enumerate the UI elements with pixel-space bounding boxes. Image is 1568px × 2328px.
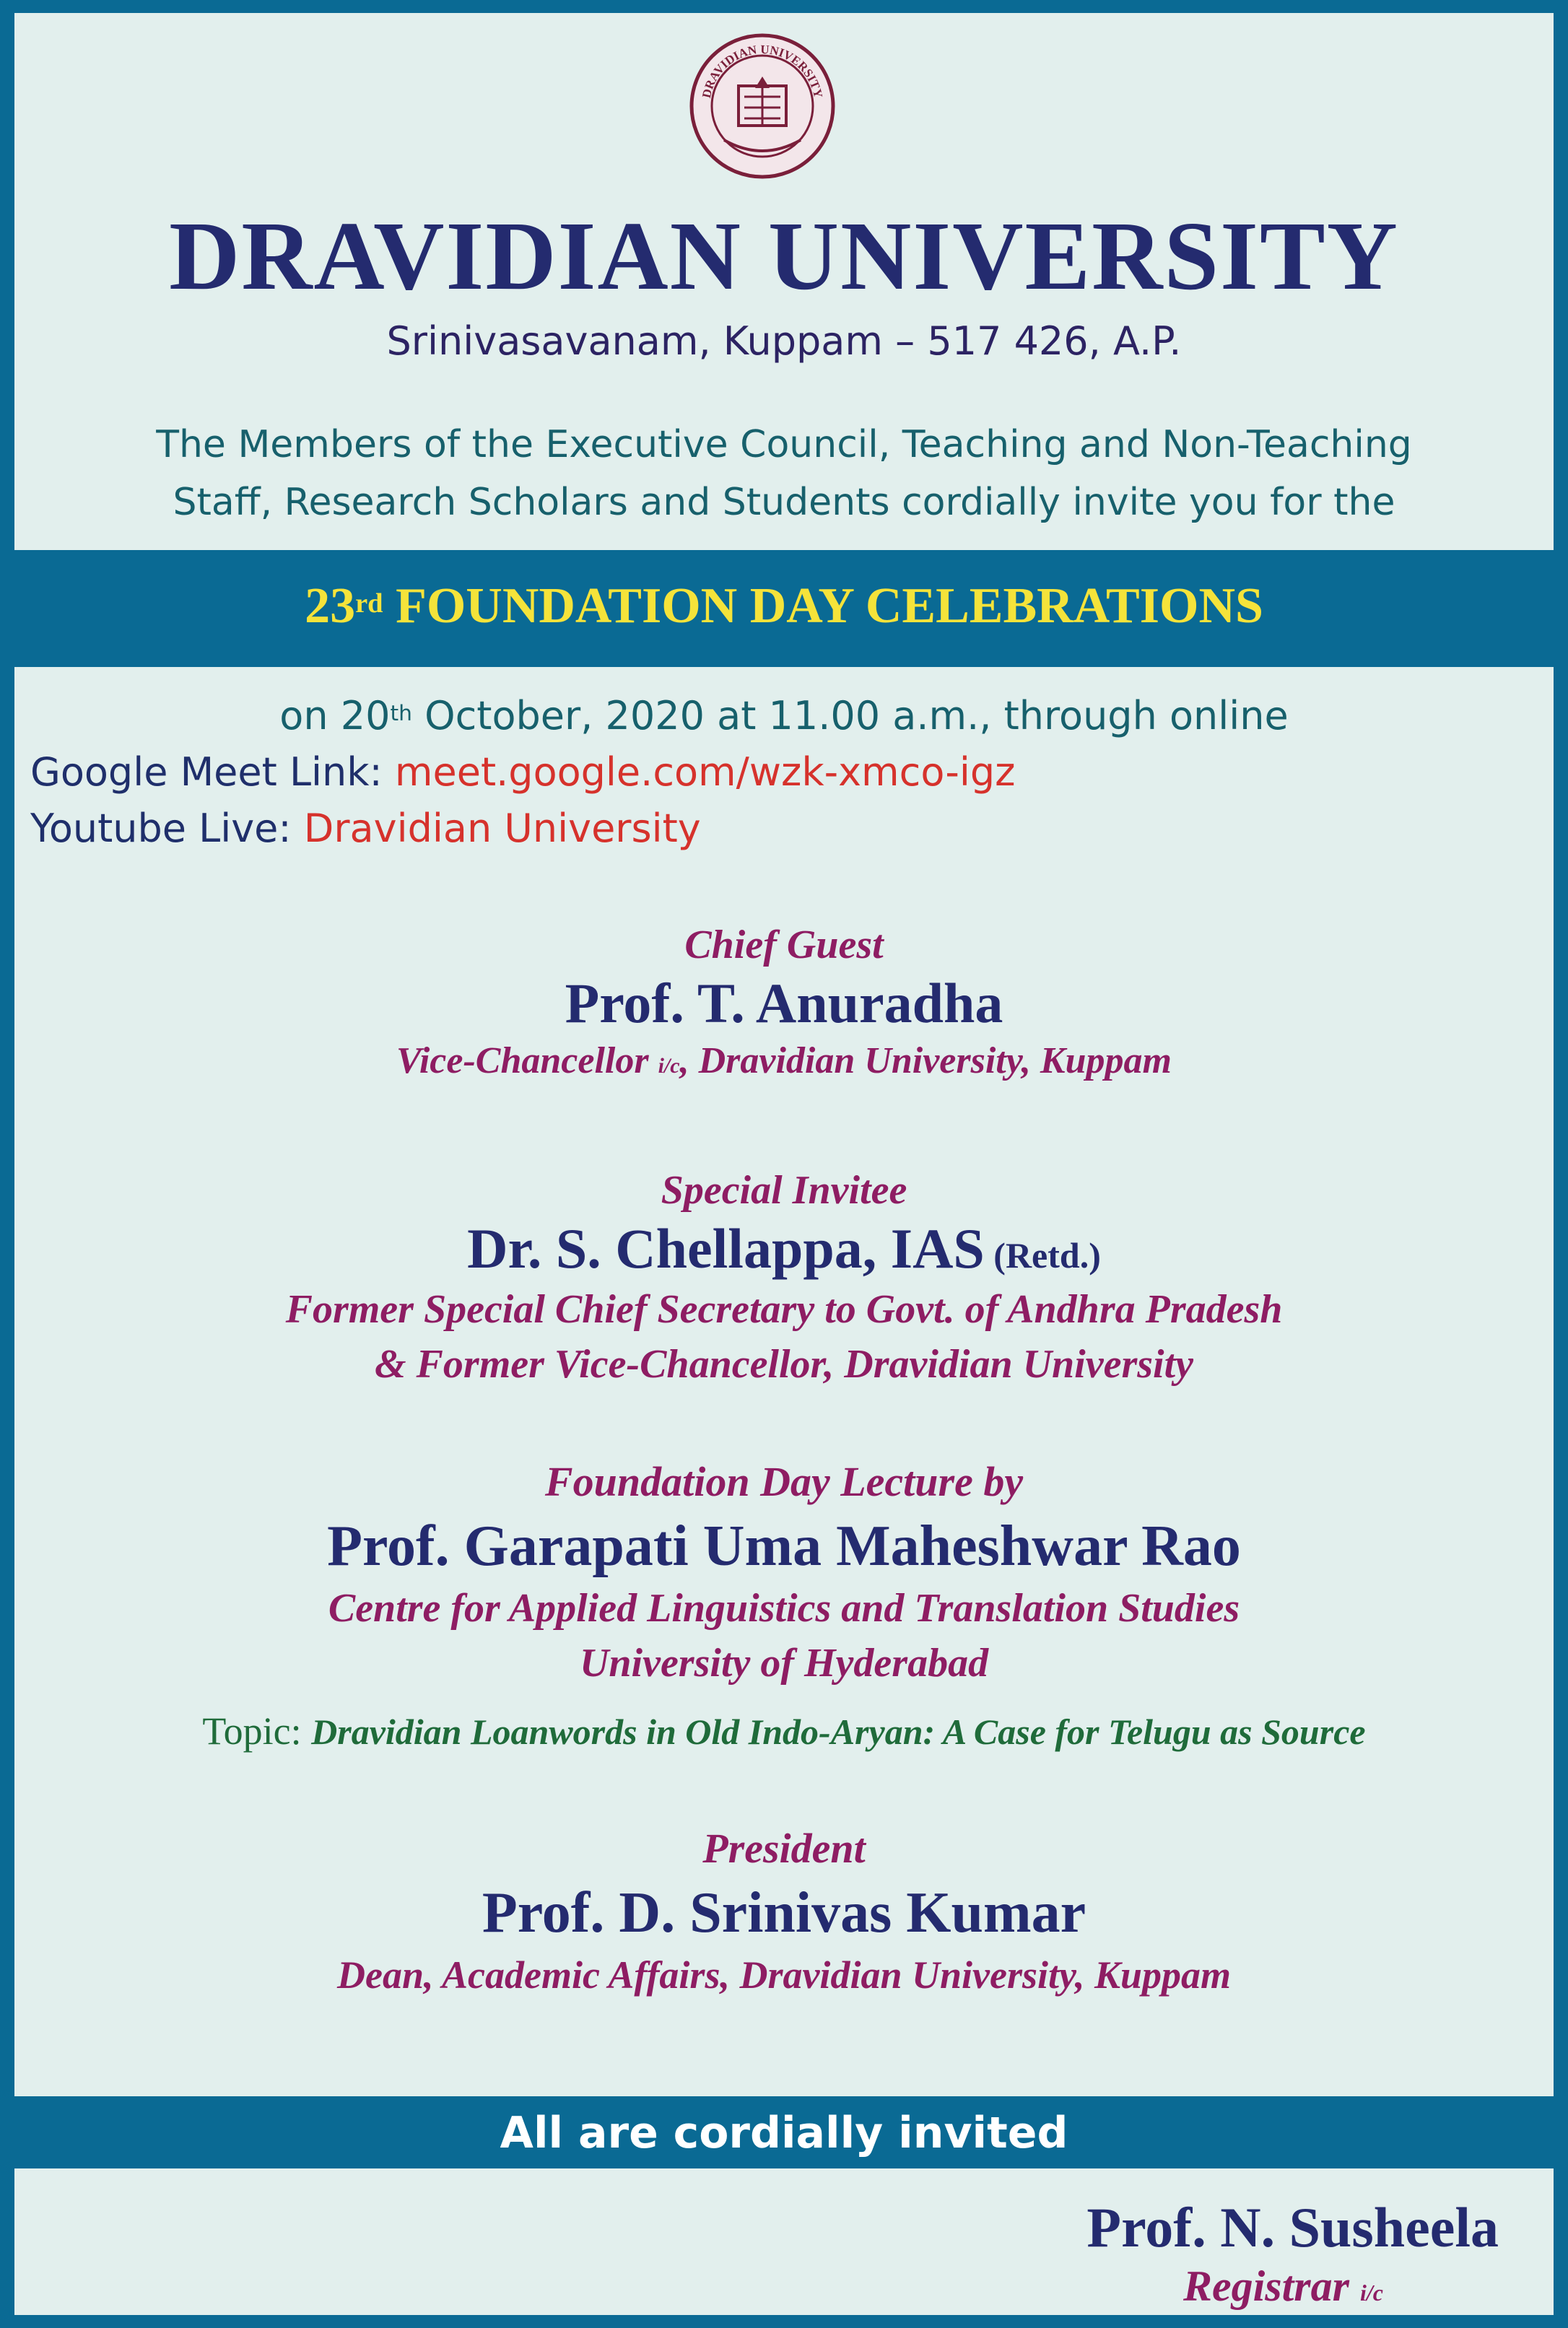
youtube-label: Youtube Live:: [30, 806, 304, 851]
lecture-topic: [14, 1702, 1554, 1761]
cordially-invited-banner: All are cordially invited: [500, 2108, 1068, 2158]
chief-guest-role: Chief Guest: [684, 923, 884, 967]
invite-line-1: The Members of the Executive Council, Teaching and Non-Teaching: [156, 423, 1412, 466]
foundation-day-banner: [0, 570, 1568, 642]
banner-title: FOUNDATION DAY CELEBRATIONS: [383, 578, 1263, 634]
registrar-name: Prof. N. Susheela: [1086, 2196, 1499, 2259]
date-prefix: on 20: [279, 693, 391, 738]
topic-text: Dravidian Loanwords in Old Indo-Aryan: A Case for Telugu as Source: [311, 1712, 1366, 1752]
special-invitee-name-suffix: (Retd.): [984, 1235, 1101, 1276]
president-desc: Dean, Academic Affairs, Dravidian University, Kuppam: [337, 1953, 1231, 1997]
seal-text: DRAVIDIAN UNIVERSITY: [699, 42, 826, 100]
president-role: President: [702, 1825, 866, 1872]
signatory-panel: [14, 2168, 1554, 2315]
google-meet-link[interactable]: meet.google.com/wzk-xmco-igz: [394, 749, 1016, 795]
banner-suffix: rd: [355, 588, 383, 619]
chief-guest-desc-a: Vice-Chancellor: [396, 1040, 658, 1081]
programme-panel: [14, 667, 1554, 2096]
header-panel: [14, 13, 1554, 550]
invite-line-2: Staff, Research Scholars and Students cordially invite you for the: [173, 481, 1395, 524]
google-meet-label: Google Meet Link:: [30, 749, 395, 795]
date-rest: October, 2020 at 11.00 a.m., through online: [411, 693, 1289, 738]
registrar-designation-main: Registrar: [1182, 2262, 1361, 2310]
university-seal-icon: [688, 32, 837, 180]
lecture-desc-1: Centre for Applied Linguistics and Translation Studies: [328, 1586, 1240, 1631]
special-invitee-role: Special Invitee: [661, 1168, 907, 1213]
lecture-speaker-name: Prof. Garapati Uma Maheshwar Rao: [327, 1514, 1241, 1578]
lecture-role: Foundation Day Lecture by: [544, 1458, 1024, 1505]
youtube-link[interactable]: Dravidian University: [303, 806, 701, 851]
google-meet-line: [30, 745, 1016, 800]
university-title: DRAVIDIAN UNIVERSITY: [169, 202, 1399, 310]
banner-number: 23: [305, 578, 356, 634]
special-invitee-desc-1: Former Special Chief Secretary to Govt. of Andhra Pradesh: [285, 1287, 1283, 1332]
university-address: Srinivasavanam, Kuppam – 517 426, A.P.: [386, 318, 1182, 364]
youtube-line: [30, 801, 701, 856]
special-invitee-name: [14, 1214, 1554, 1290]
chief-guest-name: Prof. T. Anuradha: [565, 972, 1003, 1034]
registrar-designation-small: i/c: [1360, 2280, 1383, 2306]
special-invitee-desc-2: & Former Vice-Chancellor, Dravidian University: [374, 1342, 1194, 1387]
chief-guest-desc-b: , Dravidian University, Kuppam: [679, 1040, 1172, 1081]
chief-guest-desc: [14, 1037, 1554, 1091]
special-invitee-name-main: Dr. S. Chellappa, IAS: [467, 1217, 985, 1280]
lecture-desc-2: University of Hyderabad: [579, 1641, 989, 1686]
date-sup: th: [390, 701, 412, 727]
president-name: Prof. D. Srinivas Kumar: [482, 1881, 1086, 1945]
registrar-designation: [1183, 2261, 1383, 2318]
chief-guest-desc-small: i/c: [658, 1054, 680, 1078]
topic-label: Topic:: [202, 1709, 312, 1753]
event-date-line: [14, 689, 1554, 744]
